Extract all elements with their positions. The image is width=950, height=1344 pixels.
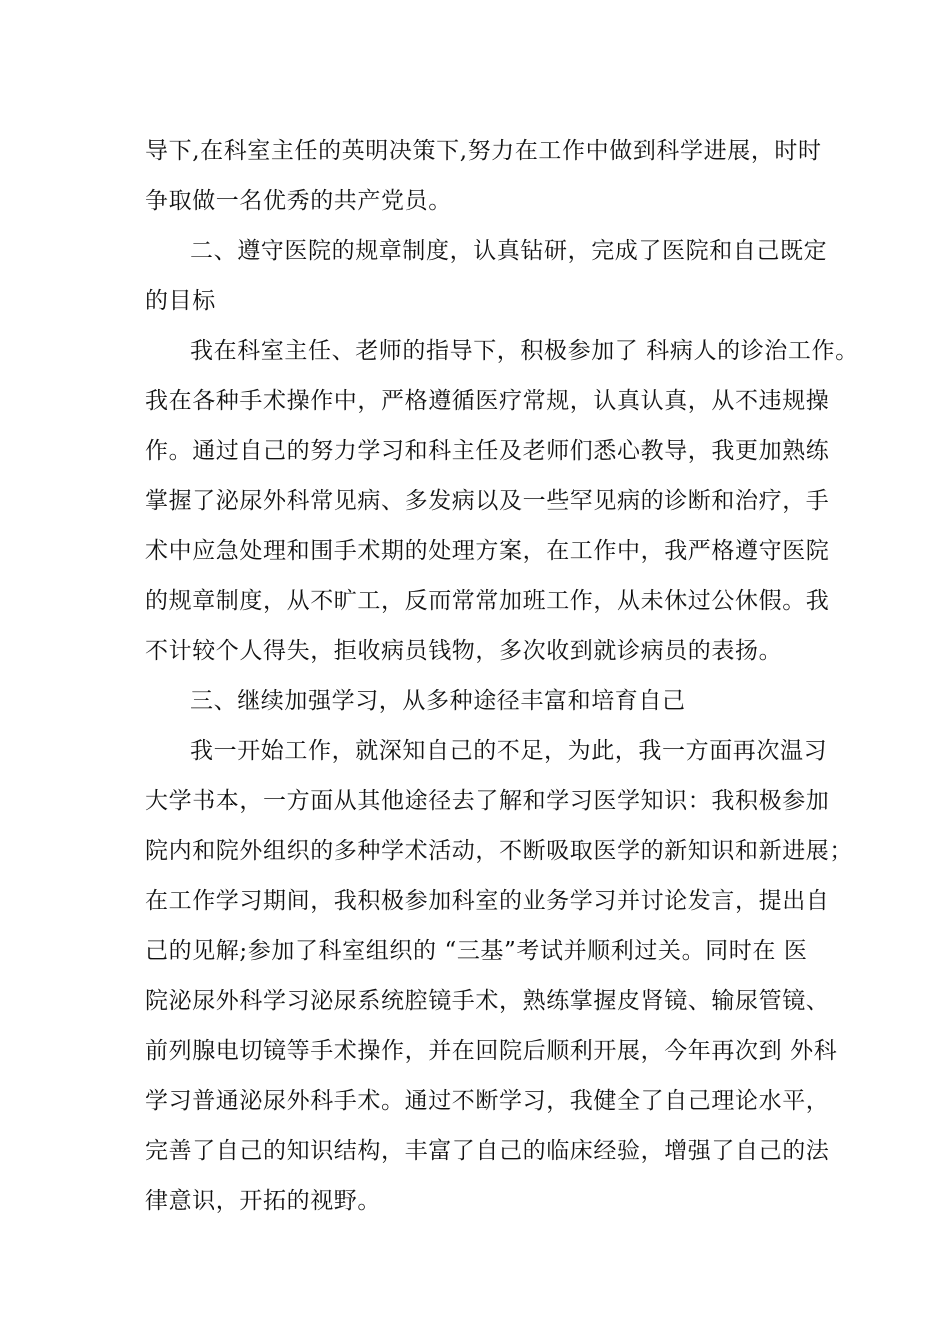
paragraph-line: 学习普通泌尿外科手术。通过不断学习，我健全了自己理论水平， [145, 1088, 830, 1114]
section-heading-2-cont: 的目标 [145, 288, 216, 314]
paragraph-line: 院泌尿外科学习泌尿系统腔镜手术，熟练掌握皮肾镜、输尿管镜、 [145, 988, 830, 1014]
paragraph-line: 术中应急处理和围手术期的处理方案，在工作中，我严格遵守医院 [145, 538, 830, 564]
paragraph-line: 掌握了泌尿外科常见病、多发病以及一些罕见病的诊断和治疗，手 [145, 488, 830, 514]
paragraph-line: 导下,在科室主任的英明决策下,努力在工作中做到科学进展，时时 [145, 138, 822, 164]
paragraph-line: 律意识，开拓的视野。 [145, 1188, 381, 1214]
paragraph-line: 己的见解;参加了科室组织的 “三基”考试并顺利过关。同时在 医 [145, 938, 808, 964]
paragraph-line: 大学书本，一方面从其他途径去了解和学习医学知识：我积极参加 [145, 788, 830, 814]
paragraph-line: 作。通过自己的努力学习和科主任及老师们悉心教导，我更加熟练 [145, 438, 830, 464]
paragraph-line: 我一开始工作，就深知自己的不足，为此，我一方面再次温习 [190, 738, 828, 764]
paragraph-line: 我在各种手术操作中，严格遵循医疗常规，认真认真，从不违规操 [145, 388, 830, 414]
section-heading-3: 三、继续加强学习，从多种途径丰富和培育自己 [190, 688, 686, 714]
paragraph-line: 前列腺电切镜等手术操作，并在回院后顺利开展，今年再次到 外科 [145, 1038, 838, 1064]
paragraph-line: 完善了自己的知识结构，丰富了自己的临床经验，增强了自己的法 [145, 1138, 830, 1164]
paragraph-line: 争取做一名优秀的共产党员。 [145, 188, 452, 214]
paragraph-line: 院内和院外组织的多种学术活动，不断吸取医学的新知识和新进展； [145, 838, 853, 864]
paragraph-line: 我在科室主任、老师的指导下，积极参加了 科病人的诊治工作。 [190, 338, 859, 364]
paragraph-line: 的规章制度，从不旷工，反而常常加班工作，从未休过公休假。我 [145, 588, 830, 614]
paragraph-line: 不计较个人得失，拒收病员钱物，多次收到就诊病员的表扬。 [145, 638, 783, 664]
section-heading-2: 二、遵守医院的规章制度，认真钻研，完成了医院和自己既定 [190, 238, 828, 264]
paragraph-line: 在工作学习期间，我积极参加科室的业务学习并讨论发言，提出自 [145, 888, 830, 914]
